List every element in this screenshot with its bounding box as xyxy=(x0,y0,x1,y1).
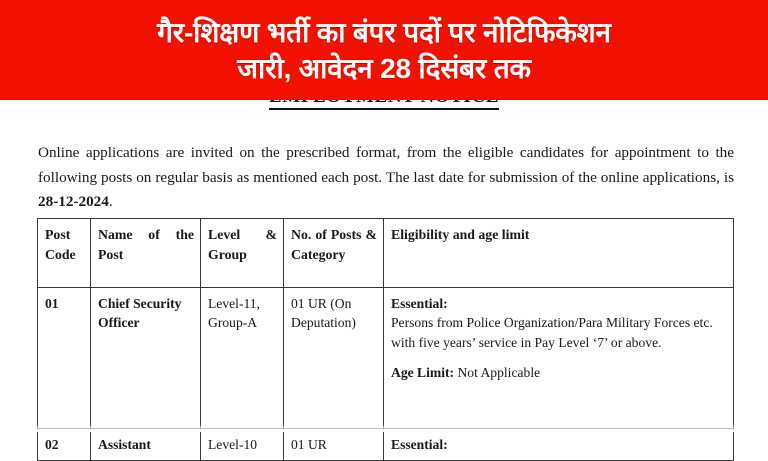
cell-name-of-post: Assistant xyxy=(91,429,201,461)
cell-name-of-post: Chief Security Officer xyxy=(91,288,201,429)
cell-no-of-posts: 01 UR xyxy=(284,429,384,461)
headline-line-2: जारी, आवेदन 28 दिसंबर तक xyxy=(237,53,531,84)
page-bottom-fade xyxy=(0,424,768,432)
intro-paragraph-part2: . xyxy=(108,193,113,211)
intro-paragraph xyxy=(38,141,734,215)
eligibility-age-value: Not Applicable xyxy=(457,364,541,380)
eligibility-age-label: Age Limit: xyxy=(391,364,455,380)
cell-eligibility xyxy=(384,288,734,429)
eligibility-essential-label: Essential: xyxy=(391,296,448,311)
table-row xyxy=(38,429,734,461)
intro-paragraph-part1: Online applications are invited on the prescribed format, from the eligible candidates for appointment to the following posts on regular basis as mentioned each post. The last date for submission of the online applications, is xyxy=(38,144,734,186)
table-row xyxy=(38,288,734,429)
last-date-value: 28-12-2024 xyxy=(38,193,109,211)
eligibility-spacer xyxy=(391,352,727,363)
headline-line-1: गैर-शिक्षण भर्ती का बंपर पदों पर नोटिफिकेशन xyxy=(157,17,611,49)
cell-level-group: Level-11, Group-A xyxy=(201,288,284,429)
cell-no-of-posts: 01 UR (On Deputation) xyxy=(284,288,384,429)
eligibility-age-line xyxy=(391,363,727,382)
column-header-eligibility: Eligibility and age limit xyxy=(384,219,734,288)
table-header xyxy=(38,219,734,288)
headline-banner xyxy=(0,0,768,100)
table-header-row xyxy=(38,219,734,288)
column-header-name-of-post: Name of the Post xyxy=(91,219,201,288)
eligibility-essential-label: Essential: xyxy=(391,437,448,452)
eligibility-essential-text: Persons from Police Organization/Para Military Forces etc. with five years’ service in Pay Level ‘7’ or above. xyxy=(391,315,713,350)
cell-post-code: 01 xyxy=(38,288,91,429)
column-header-post-code: Post Code xyxy=(38,219,91,288)
table-body xyxy=(38,288,734,461)
column-header-level-group: Level & Group xyxy=(201,219,284,288)
cell-eligibility xyxy=(384,429,734,461)
cell-level-group: Level-10 xyxy=(201,429,284,461)
column-header-no-of-posts: No. of Posts & Category xyxy=(284,219,384,288)
cell-post-code: 02 xyxy=(38,429,91,461)
